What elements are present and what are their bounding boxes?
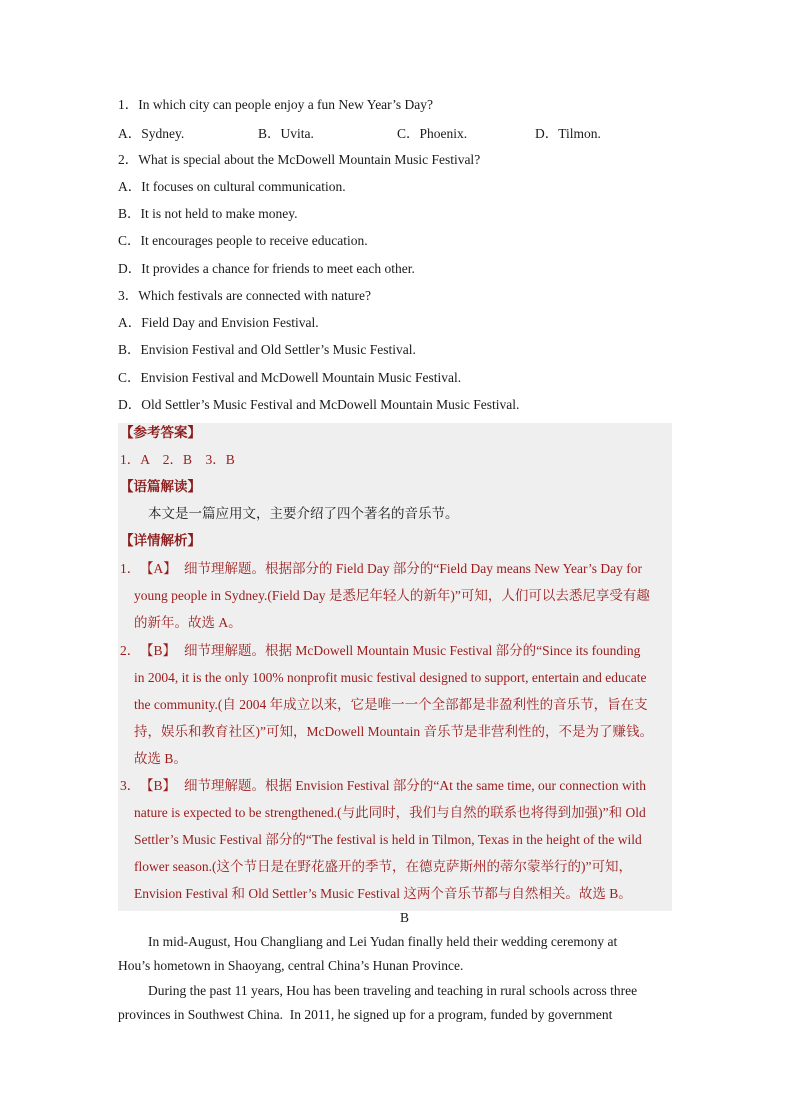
q1-option-c: C．Phoenix. bbox=[397, 126, 468, 141]
detail-3-line-1: 细节理解题。根据 Envision Festival 部分的“At the same time, our connection with bbox=[184, 778, 646, 793]
detail-1-line-3: 的新年。故选 A。 bbox=[134, 615, 242, 630]
detail-2-number: 2． bbox=[120, 643, 141, 658]
detail-2-line-1: 细节理解题。根据 McDowell Mountain Music Festival 部分的“Since its founding bbox=[184, 643, 641, 658]
q2-option-d: D．It provides a chance for friends to meet each other. bbox=[118, 261, 415, 276]
detail-3-line-2: nature is expected to be strengthened.(与此同时，我们与自然的联系也将得到加强)”和 Old bbox=[134, 805, 646, 820]
detail-1-line-2: young people in Sydney.(Field Day 是悉尼年轻人的新年)”可知，人们可以去悉尼享受有趣 bbox=[134, 588, 650, 603]
question-3-stem: 3．Which festivals are connected with nature? bbox=[118, 288, 372, 303]
q3-option-a: A．Field Day and Envision Festival. bbox=[118, 315, 319, 330]
detail-1-number: 1． bbox=[120, 561, 141, 576]
q1-option-b: B．Uvita. bbox=[258, 126, 314, 141]
answer-analysis-box bbox=[118, 423, 672, 911]
passage-b-p2-line-1: During the past 11 years, Hou has been traveling and teaching in rural schools across three bbox=[148, 983, 638, 998]
q1-option-d: D．Tilmon. bbox=[535, 126, 601, 141]
q3-option-c: C．Envision Festival and McDowell Mountain Music Festival. bbox=[118, 370, 462, 385]
reference-answer-heading: 【参考答案】 bbox=[120, 425, 201, 440]
question-1-options bbox=[118, 122, 678, 142]
q3-option-d: D．Old Settler’s Music Festival and McDowell Mountain Music Festival. bbox=[118, 397, 520, 412]
detail-3-answer-tag: 【B】 bbox=[140, 778, 177, 793]
passage-interpretation-text: 本文是一篇应用文，主要介绍了四个著名的音乐节。 bbox=[148, 506, 459, 521]
passage-b-p2-line-2: provinces in Southwest China. In 2011, he signed up for a program, funded by government bbox=[118, 1007, 613, 1022]
detail-2-line-5: 故选 B。 bbox=[134, 751, 187, 766]
passage-b-p1-line-2: Hou’s hometown in Shaoyang, central China’s Hunan Province. bbox=[118, 958, 464, 973]
detail-3-line-5: Envision Festival 和 Old Settler’s Music Festival 这两个音乐节都与自然相关。故选 B。 bbox=[134, 886, 632, 901]
question-2-stem: 2．What is special about the McDowell Mountain Music Festival? bbox=[118, 152, 481, 167]
detail-analysis-heading: 【详情解析】 bbox=[120, 533, 201, 548]
detail-2-line-4: 持，娱乐和教育社区)”可知，McDowell Mountain 音乐节是非营利性的，不是为了赚钱。 bbox=[134, 724, 653, 739]
q3-option-b: B．Envision Festival and Old Settler’s Music Festival. bbox=[118, 342, 416, 357]
q2-option-a: A．It focuses on cultural communication. bbox=[118, 179, 346, 194]
detail-2-line-3: the community.(自 2004 年成立以来，它是唯一一个全部都是非盈利性的音乐节，旨在支 bbox=[134, 697, 648, 712]
passage-interpretation-heading: 【语篇解读】 bbox=[120, 479, 201, 494]
detail-1-line-1: 细节理解题。根据部分的 Field Day 部分的“Field Day means New Year’s Day for bbox=[184, 561, 642, 576]
q2-option-b: B．It is not held to make money. bbox=[118, 206, 298, 221]
detail-3-line-3: Settler’s Music Festival 部分的“The festival is held in Tilmon, Texas in the height of the wild bbox=[134, 832, 642, 847]
detail-3-line-4: flower season.(这个节日是在野花盛开的季节，在德克萨斯州的蒂尔蒙举行的)”可知， bbox=[134, 859, 632, 874]
passage-b-p1-line-1: In mid-August, Hou Changliang and Lei Yudan finally held their wedding ceremony at bbox=[148, 934, 618, 949]
q2-option-c: C．It encourages people to receive education. bbox=[118, 233, 368, 248]
question-1-stem: 1．In which city can people enjoy a fun New Year’s Day? bbox=[118, 97, 434, 112]
detail-2-line-2: in 2004, it is the only 100% nonprofit music festival designed to support, entertain and educate bbox=[134, 670, 647, 685]
detail-2-answer-tag: 【B】 bbox=[140, 643, 177, 658]
reference-answer-text: 1．A 2．B 3．B bbox=[120, 452, 235, 467]
q1-option-a: A．Sydney. bbox=[118, 126, 185, 141]
detail-3-number: 3． bbox=[120, 778, 141, 793]
passage-b-label: B bbox=[400, 910, 410, 925]
detail-1-answer-tag: 【A】 bbox=[140, 561, 177, 576]
